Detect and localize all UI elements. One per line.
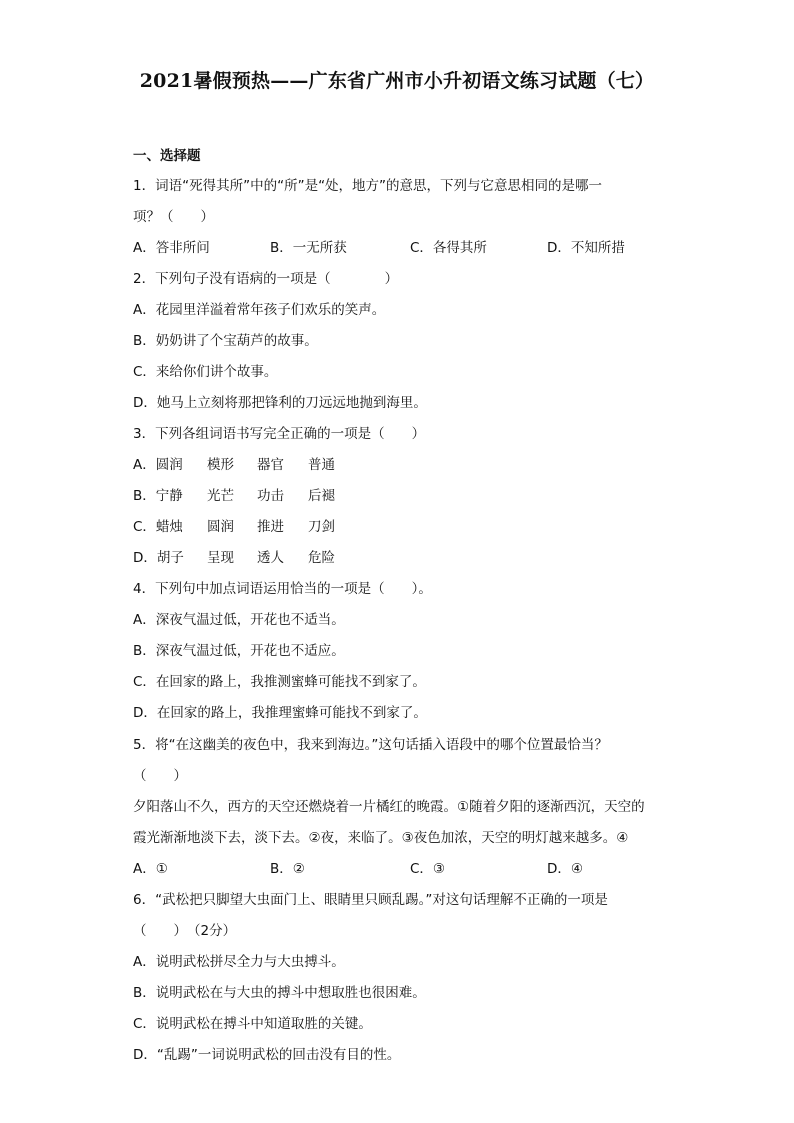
q3-c-word1: C．蜡烛 [133, 519, 183, 535]
q5-stem-line2: （ ） [133, 768, 187, 784]
q2-option-d: D．她马上立刻将那把锋利的刀远远地抛到海里。 [133, 395, 427, 411]
q5-option-d: D．④ [547, 861, 583, 877]
q2-stem: 2．下列句子没有语病的一项是（ ） [133, 271, 399, 287]
q3-d-word4: 危险 [308, 550, 335, 566]
q4-option-d: D．在回家的路上，我推理蜜蜂可能找不到家了。 [133, 705, 427, 721]
q4-option-a: A．深夜气温过低，开花也不适当。 [133, 612, 345, 628]
q5-passage-line2: 霞光渐渐地淡下去，淡下去。②夜，来临了。③夜色加浓，天空的明灯越来越多。④ [133, 830, 629, 846]
q3-b-word1: B．宁静 [133, 488, 183, 504]
page-title: 2021暑假预热——广东省广州市小升初语文练习试题（七） [139, 70, 655, 92]
q1-option-d: D．不知所措 [547, 240, 625, 256]
q3-d-word2: 呈现 [207, 550, 234, 566]
q4-stem: 4．下列句中加点词语运用恰当的一项是（ ）。 [133, 581, 432, 597]
q3-c-word4: 刀剑 [308, 519, 335, 535]
q5-option-c: C．③ [410, 861, 446, 877]
q2-option-c: C．来给你们讲个故事。 [133, 364, 278, 380]
q1-options [133, 236, 673, 256]
q3-a-word4: 普通 [308, 457, 335, 473]
q3-b-word3: 功击 [257, 488, 284, 504]
q3-a-word1: A．圆润 [133, 457, 183, 473]
q1-option-a: A．答非所问 [133, 240, 210, 256]
q3-stem: 3．下列各组词语书写完全正确的一项是（ ） [133, 426, 426, 442]
q3-b-word2: 光芒 [207, 488, 234, 504]
q5-options [133, 857, 673, 877]
q3-a-word3: 器官 [257, 457, 284, 473]
q4-option-b: B．深夜气温过低，开花也不适应。 [133, 643, 345, 659]
q1-option-b: B．一无所获 [270, 240, 347, 256]
q6-stem-line1: 6．“武松把只脚望大虫面门上、眼睛里只顾乱踢。”对这句话理解不正确的一项是 [133, 892, 608, 908]
section-heading: 一、选择题 [133, 148, 201, 164]
q1-option-c: C．各得其所 [410, 240, 487, 256]
q3-c-word3: 推进 [257, 519, 284, 535]
q3-option-c [133, 515, 673, 535]
q3-d-word1: D．胡子 [133, 550, 184, 566]
q6-stem-line2: （ ） （2分） [133, 923, 237, 939]
q2-option-b: B．奶奶讲了个宝葫芦的故事。 [133, 333, 318, 349]
q3-option-a [133, 453, 673, 473]
q5-option-b: B．② [270, 861, 305, 877]
q1-stem-line1: 1．词语“死得其所”中的“所”是“处，地方”的意思，下列与它意思相同的是哪一 [133, 178, 603, 194]
q5-option-a: A．① [133, 861, 168, 877]
q4-option-c: C．在回家的路上，我推测蜜蜂可能找不到家了。 [133, 674, 426, 690]
q6-option-a: A．说明武松拼尽全力与大虫搏斗。 [133, 954, 345, 970]
q3-b-word4: 后褪 [308, 488, 335, 504]
q3-c-word2: 圆润 [207, 519, 234, 535]
q3-option-d [133, 546, 673, 566]
q3-option-b [133, 484, 673, 504]
q3-d-word3: 透人 [257, 550, 284, 566]
q6-option-d: D．“乱踢”一词说明武松的回击没有目的性。 [133, 1047, 401, 1063]
q1-stem-line2: 项？（ ） [133, 209, 214, 225]
q6-option-c: C．说明武松在搏斗中知道取胜的关键。 [133, 1016, 372, 1032]
q6-option-b: B．说明武松在与大虫的搏斗中想取胜也很困难。 [133, 985, 426, 1001]
q2-option-a: A．花园里洋溢着常年孩子们欢乐的笑声。 [133, 302, 386, 318]
q5-stem-line1: 5．将“在这幽美的夜色中，我来到海边。”这句话插入语段中的哪个位置最恰当？ [133, 737, 608, 753]
q5-passage-line1: 夕阳落山不久，西方的天空还燃烧着一片橘红的晚霞。①随着夕阳的逐渐西沉，天空的 [133, 799, 645, 815]
q3-a-word2: 模形 [207, 457, 234, 473]
